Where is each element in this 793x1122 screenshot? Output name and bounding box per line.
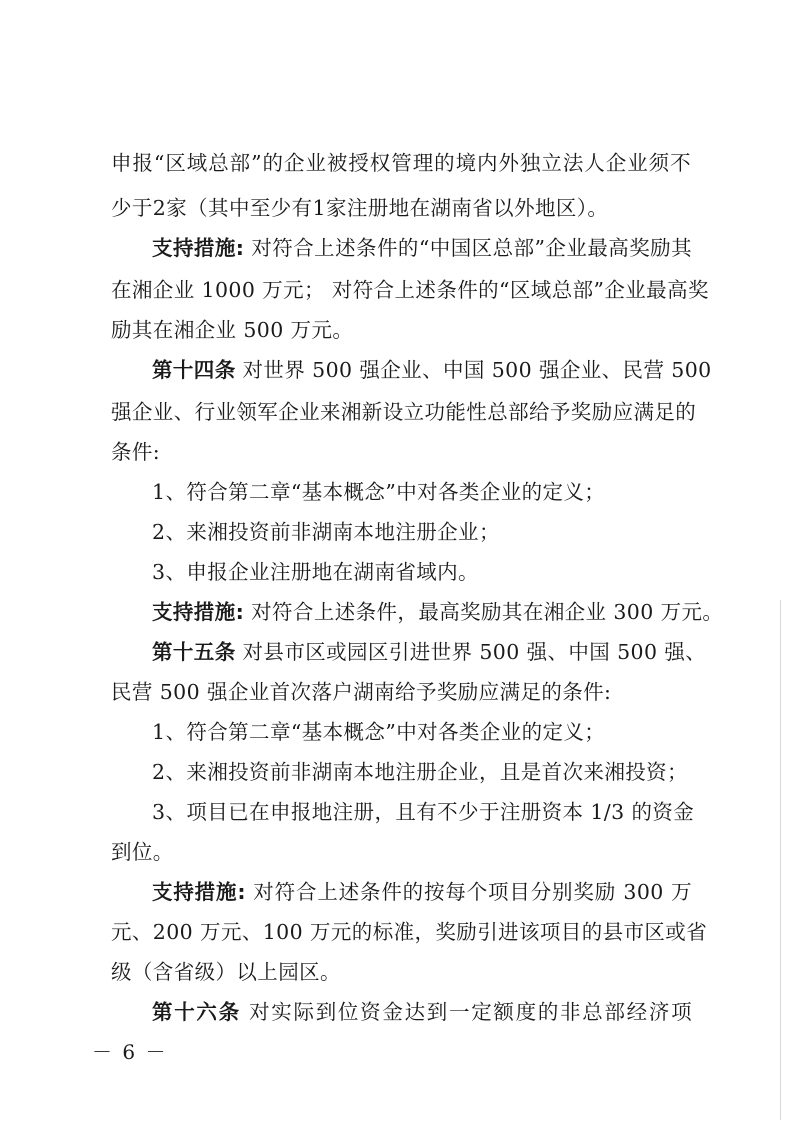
measure-line bbox=[152, 600, 724, 624]
list-item: 2、来湘投资前非湖南本地注册企业； bbox=[152, 520, 500, 544]
list-item: 2、来湘投资前非湖南本地注册企业，且是首次来湘投资； bbox=[152, 760, 688, 784]
list-item: 3、项目已在申报地注册，且有不少于注册资本 1/3 的资金 bbox=[152, 800, 695, 824]
article-text: 对世界 500 强企业、中国 500 强企业、民营 500 bbox=[235, 358, 712, 382]
paragraph-line: 申报“区域总部”的企业被授权管理的境内外独立法人企业须不 bbox=[111, 151, 691, 175]
list-item: 3、申报企业注册地在湖南省域内。 bbox=[152, 560, 479, 584]
paragraph-line: 元、200 万元、100 万元的标准，奖励引进该项目的县市区或省 bbox=[111, 920, 708, 944]
paragraph-line: 民营 500 强企业首次落户湖南给予奖励应满足的条件: bbox=[111, 680, 612, 704]
measure-heading: 支持措施: bbox=[152, 236, 245, 260]
paragraph-line: 励其在湘企业 500 万元。 bbox=[111, 318, 354, 342]
paragraph-line: 强企业、行业领军企业来湘新设立功能性总部给予奖励应满足的 bbox=[111, 400, 697, 424]
page-number: － 6 － bbox=[92, 1040, 168, 1064]
measure-line bbox=[152, 880, 692, 904]
scan-edge-line bbox=[780, 600, 781, 1120]
article-text: 对县市区或园区引进世界 500 强、中国 500 强、 bbox=[235, 640, 707, 664]
measure-heading: 支持措施: bbox=[152, 880, 246, 904]
paragraph-line: 少于2家（其中至少有1家注册地在湖南省以外地区）。 bbox=[111, 196, 609, 220]
article-line bbox=[152, 358, 712, 382]
paragraph-line: 到位。 bbox=[111, 840, 174, 864]
article-line bbox=[152, 640, 707, 664]
article-line bbox=[152, 1000, 692, 1024]
measure-line bbox=[152, 236, 692, 260]
list-item: 1、符合第二章“基本概念”中对各类企业的定义； bbox=[152, 480, 606, 504]
paragraph-line: 条件: bbox=[111, 440, 161, 464]
paragraph-line: 级（含省级）以上园区。 bbox=[111, 960, 341, 984]
paragraph-line: 在湘企业 1000 万元； 对符合上述条件的“区域总部”企业最高奖 bbox=[111, 278, 709, 302]
measure-text: 对符合上述条件的按每个项目分别奖励 300 万 bbox=[245, 880, 692, 904]
measure-text: 对符合上述条件的“中国区总部”企业最高奖励其 bbox=[244, 236, 692, 260]
measure-heading: 支持措施: bbox=[152, 600, 245, 624]
article-heading: 第十五条 bbox=[152, 640, 236, 664]
measure-text: 对符合上述条件，最高奖励其在湘企业 300 万元。 bbox=[244, 600, 724, 624]
article-heading: 第十六条 bbox=[152, 1000, 241, 1024]
article-text: 对实际到位资金达到一定额度的非总部经济项 bbox=[240, 1000, 692, 1024]
article-heading: 第十四条 bbox=[152, 358, 236, 382]
list-item: 1、符合第二章“基本概念”中对各类企业的定义； bbox=[152, 720, 606, 744]
